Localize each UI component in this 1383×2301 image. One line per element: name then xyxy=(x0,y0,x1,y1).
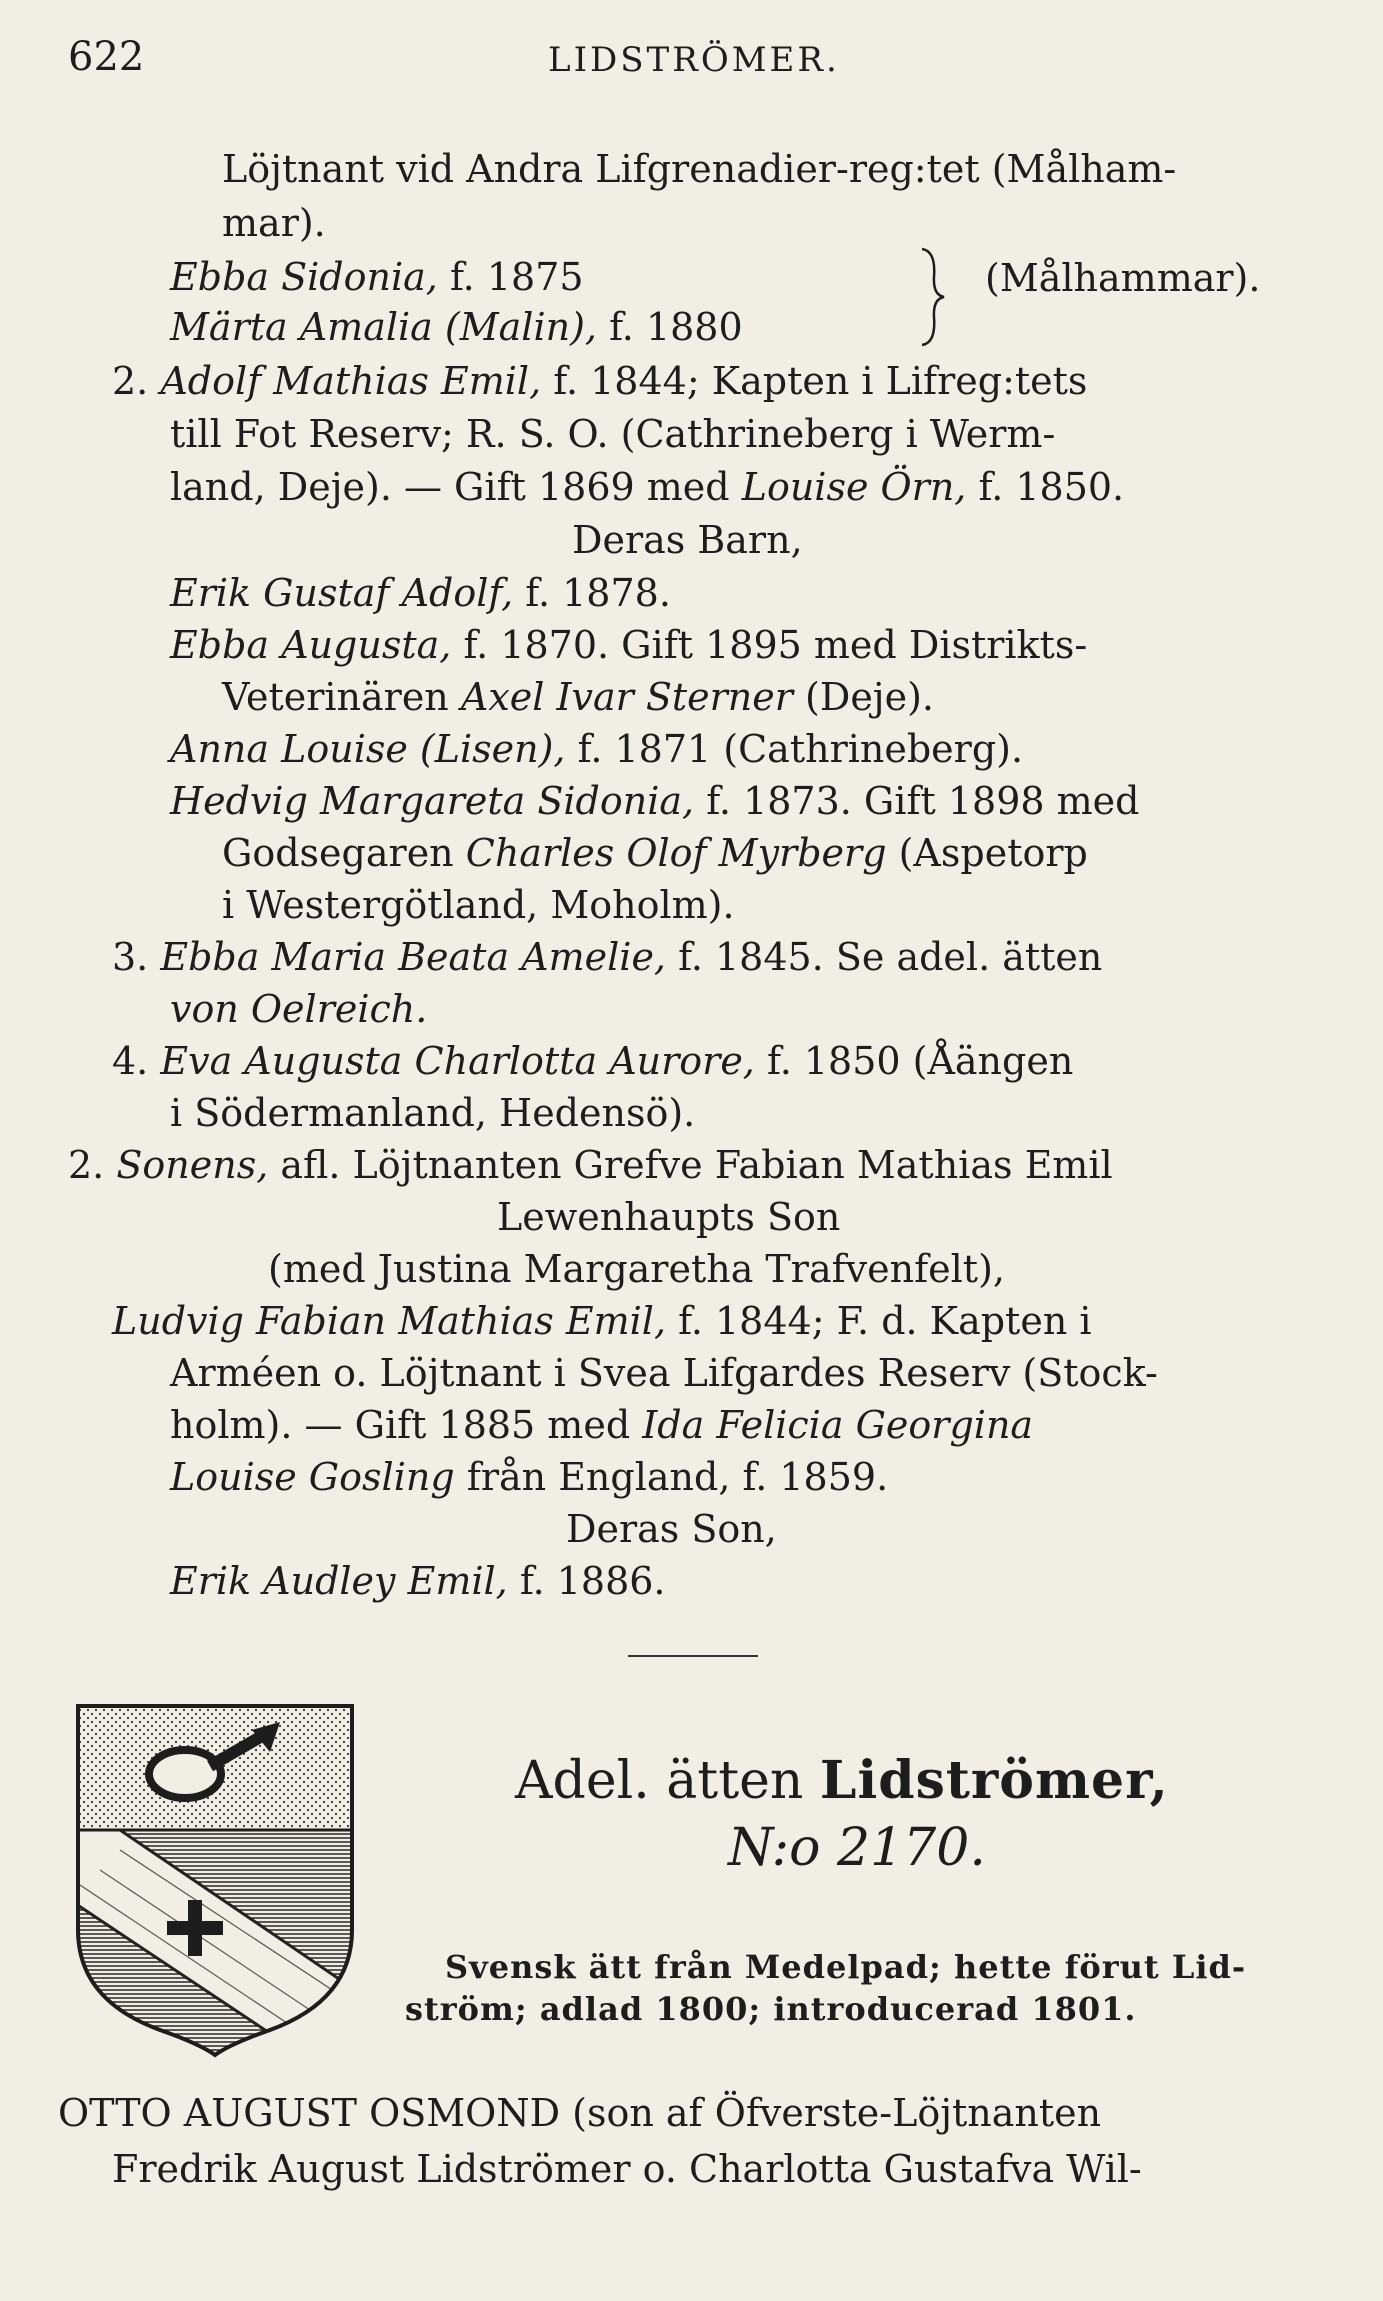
entry-text: Veterinären xyxy=(222,675,449,719)
child-entry xyxy=(170,726,1023,772)
text-line: von Oelreich. xyxy=(170,987,428,1031)
child-entry xyxy=(170,254,584,300)
family-name: Lidströmer, xyxy=(819,1750,1169,1811)
entry-text: afl. Löjtnanten Grefve Fabian Mathias Emil xyxy=(280,1143,1113,1187)
spouse-name: Louise Örn, xyxy=(741,465,967,509)
entry-line xyxy=(170,464,1124,510)
child-name: Erik Gustaf Adolf, xyxy=(170,571,514,615)
person-name: Ebba Maria Beata Amelie, xyxy=(160,935,667,979)
birth-year: f. 1886. xyxy=(519,1559,666,1603)
text-line: mar). xyxy=(222,201,326,245)
entry-text: Godsegaren xyxy=(222,831,454,875)
text-line: (med Justina Margaretha Trafvenfelt), xyxy=(268,1247,1005,1291)
entry-text: land, Deje). — Gift 1869 med xyxy=(170,465,730,509)
curly-brace-icon xyxy=(918,247,948,347)
entry-text: (Aspetorp xyxy=(898,831,1088,875)
entry-text: (Deje). xyxy=(805,675,934,719)
family-title-prefix: Adel. ätten xyxy=(515,1751,804,1811)
spouse-name: Axel Ivar Sterner xyxy=(460,675,793,719)
person-name: Adolf Mathias Emil, xyxy=(160,359,542,403)
person-name: Eva Augusta Charlotta Aurore, xyxy=(160,1039,755,1083)
entry-line xyxy=(170,1402,1033,1448)
birth-year: f. 1880 xyxy=(609,305,743,349)
child-name: Märta Amalia (Malin), xyxy=(170,305,597,349)
text-line: Löjtnant vid Andra Lifgrenadier-reg:tet (Målham- xyxy=(222,147,1177,191)
text-line: i Westergötland, Moholm). xyxy=(222,883,735,927)
child-name: Hedvig Margareta Sidonia, xyxy=(170,779,695,823)
entry-text: holm). — Gift 1885 med xyxy=(170,1403,631,1447)
entry-line xyxy=(112,934,1102,980)
text-line: Arméen o. Löjtnant i Svea Lifgardes Reserv (Stock- xyxy=(170,1351,1158,1395)
child-name: Ebba Sidonia, xyxy=(170,255,438,299)
person-name: Sonens, xyxy=(116,1143,269,1187)
entry-number: 2. xyxy=(68,1143,105,1187)
child-name: Ebba Augusta, xyxy=(170,623,452,667)
child-entry xyxy=(170,1558,666,1604)
children-heading: Deras Barn, xyxy=(572,518,803,562)
entry-line xyxy=(222,674,934,720)
entry-number: 4. xyxy=(112,1039,149,1083)
child-name: Erik Audley Emil, xyxy=(170,1559,508,1603)
page-number: 622 xyxy=(68,34,145,80)
spouse-name: Charles Olof Myrberg xyxy=(465,831,887,875)
section-divider xyxy=(628,1655,758,1657)
children-heading: Deras Son, xyxy=(566,1507,777,1551)
entry-line xyxy=(112,1038,1073,1084)
child-entry xyxy=(170,570,671,616)
child-entry xyxy=(170,304,743,350)
entry-text: f. 1850. xyxy=(978,465,1125,509)
entry-text: f. 1844; Kapten i Lifreg:tets xyxy=(553,359,1088,403)
family-description: Svensk ätt från Medelpad; hette förut Lid- xyxy=(445,1948,1247,1986)
spouse-name: Ida Felicia Georgina xyxy=(642,1403,1034,1447)
entry-text: f. 1871 (Cathrineberg). xyxy=(577,727,1024,771)
entry-number: 3. xyxy=(112,935,149,979)
child-entry xyxy=(170,622,1087,668)
entry-number: 2. xyxy=(112,359,149,403)
brace-place: (Målhammar). xyxy=(985,256,1261,300)
entry-line xyxy=(112,358,1087,404)
family-title xyxy=(515,1750,1169,1811)
person-name: Ludvig Fabian Mathias Emil, xyxy=(112,1299,667,1343)
family-description: ström; adlad 1800; introducerad 1801. xyxy=(405,1990,1137,2028)
entry-line xyxy=(222,830,1088,876)
child-entry xyxy=(170,778,1140,824)
entry-text: f. 1870. Gift 1895 med Distrikts- xyxy=(463,623,1088,667)
spouse-name: Louise Gosling xyxy=(170,1455,455,1499)
birth-year: f. 1875 xyxy=(449,255,584,299)
entry-line xyxy=(112,1298,1092,1344)
family-number: N:o 2170. xyxy=(728,1818,986,1878)
text-line: OTTO AUGUST OSMOND (son af Öfverste-Löjtnanten xyxy=(58,2091,1102,2135)
text-line: i Södermanland, Hedensö). xyxy=(170,1091,696,1135)
entry-text: f. 1873. Gift 1898 med xyxy=(706,779,1140,823)
text-line: Lewenhaupts Son xyxy=(497,1195,841,1239)
running-title: LIDSTRÖMER. xyxy=(548,40,840,80)
entry-line xyxy=(170,1454,888,1500)
entry-text: f. 1850 (Åängen xyxy=(766,1039,1074,1083)
child-name: Anna Louise (Lisen), xyxy=(170,727,566,771)
entry-text: från England, f. 1859. xyxy=(466,1455,889,1499)
birth-year: f. 1878. xyxy=(525,571,671,615)
entry-text: f. 1845. Se adel. ätten xyxy=(678,935,1103,979)
text-line: Fredrik August Lidströmer o. Charlotta Gustafva Wil- xyxy=(112,2147,1142,2191)
entry-text: f. 1844; F. d. Kapten i xyxy=(678,1299,1092,1343)
coat-of-arms-icon xyxy=(70,1700,360,2060)
text-line: till Fot Reserv; R. S. O. (Cathrineberg i Werm- xyxy=(170,412,1056,456)
entry-line xyxy=(68,1142,1113,1188)
